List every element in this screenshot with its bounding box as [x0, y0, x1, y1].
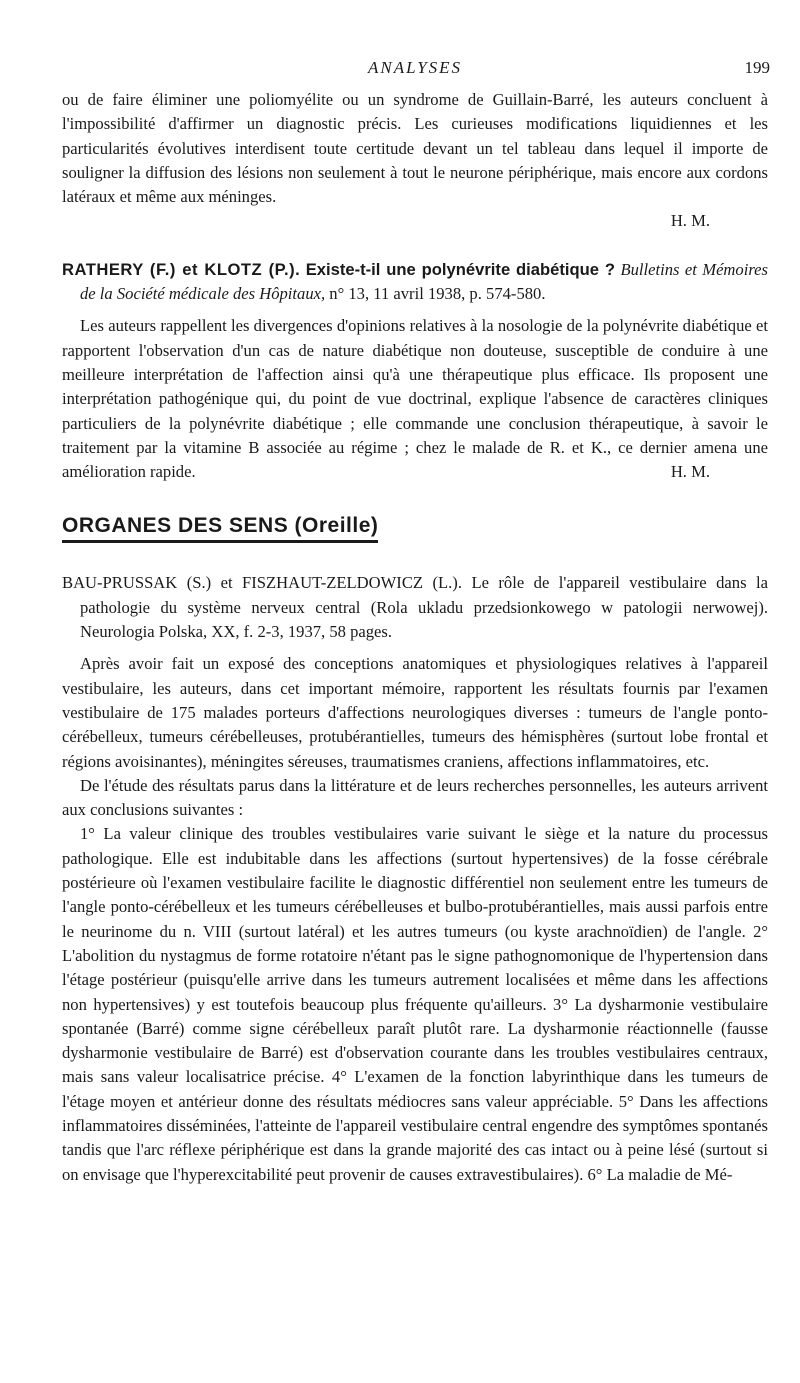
article2-reference: [62, 571, 768, 644]
article1-reference: [62, 258, 768, 307]
article1-details: n° 13, 11 avril 1938, p. 574-580.: [329, 284, 546, 304]
continuation-paragraph: [62, 88, 768, 209]
running-header: [62, 58, 768, 88]
article1-body-text: Les auteurs rappellent les divergences d'opinions relatives à la nosologie de la polynévrite diabétique et rapportent l'observation d'un cas de nature diabétique non douteuse, susceptible de conduire à une meilleure interprétation de l'affection ainsi qu'à une thérapeutique plus efficace. Ils proposent une interprétation pathogénique qui, du point de vue doctrinal, explique l'absence de caractères cliniques particuliers de la polynévrite diabétique ; elle commande une conclusion thérapeutique, à savoir le traitement par la vitamine B associée au régime ; chez le malade de R. et K., ce dernier amena une amélioration rapide.: [62, 316, 768, 482]
article2-paragraph-3: 1° La valeur clinique des troubles vestibulaires varie suivant le siège et la nature du processus pathologique. Elle est indubitable dans les affections (surtout hypertensives) de la fosse cérébrale postérieure où l'examen vestibulaire facilite le diagnostic différentiel non seulement entre les tumeurs de l'angle ponto-cérébelleux et les tumeurs cérébelleuses et bulbo-protubérantielles, mais aussi parfois entre le neurinome du n. VIII (surtout latéral) et les autres tumeurs (ou kyste arachnoïdien) de l'angle. 2° L'abolition du nystagmus de forme rotatoire n'étant pas le signe pathognomonique de l'hypertension dans l'étage postérieur (puisqu'elle arrive dans les tumeurs autrement localisées et même dans les affections non hypertensives) y est toutefois beaucoup plus fréquente qu'ailleurs. 3° La dysharmonie vestibulaire spontanée (Barré) comme signe cérébelleux paraît plutôt rare. La dysharmonie réactionnelle (fausse dysharmonie vestibulaire de Barré) est d'observation courante dans les troubles vestibulaires centraux, mais sans valeur localisatrice précise. 4° L'examen de la fonction labyrinthique dans les tumeurs de l'étage moyen et antérieur donne des résultats médiocres sans valeur appréciable. 5° Dans les affections inflammatoires disséminées, l'atteinte de l'appareil vestibulaire central engendre des symptômes spontanés tandis que l'arc réflexe périphérique est dans la grande majorité des cas intact ou à peine lésé (surtout si on envisage que l'hyperexcitabilité peut provenir de causes extravestibulaires). 6° La maladie de Mé-: [62, 824, 768, 1184]
article2-title: Le rôle de l'appareil vestibulaire dans la pathologie du système nerveux central: [80, 573, 768, 617]
section-heading: ORGANES DES SENS (Oreille): [62, 514, 378, 543]
page-number: 199: [744, 58, 770, 77]
running-title: ANALYSES: [367, 58, 463, 77]
article2-subtitle: (Rola ukladu przedsionkowego w patologii nerwowej).: [370, 597, 768, 617]
article1-journal: Bulletins et Mémoires de la Société médicale des Hôpitaux,: [80, 259, 768, 304]
article2-details: XX, f. 2-3, 1937, 58 pages.: [211, 622, 393, 642]
article1-title: Existe-t-il une polynévrite diabétique ?: [305, 259, 616, 279]
article2-paragraph-2: De l'étude des résultats parus dans la littérature et de leurs recherches personnelles, les auteurs arrivent aux conclusions suivantes :: [62, 775, 768, 820]
article2-paragraph-1: Après avoir fait un exposé des conceptions anatomiques et physiologiques relatives à l'appareil vestibulaire, les auteurs, dans cet important mémoire, rapportent les résultats fournis par l'examen vestibulaire de 175 malades porteurs d'affections neurologiques diverses : tumeurs de l'angle ponto-cérébelleux, tumeurs cérébelleuses, protubérantielles, tumeurs des hémisphères (surtout lobe frontal et régions avoisinantes), méningites séreuses, traumatismes craniens, affections inflammatoires, etc.: [62, 654, 768, 771]
article1-body: [62, 314, 768, 484]
article1-authors: RATHERY (F.) et KLOTZ (P.).: [62, 259, 301, 279]
article2-journal: Neurologia Polska,: [80, 622, 208, 642]
continuation-text: ou de faire éliminer une poliomyélite ou un syndrome de Guillain-Barré, les auteurs concluent à l'impossibilité d'affirmer un diagnostic précis. Les curieuses modifications liquidiennes et les particularités évolutives interdisent toute certitude devant un tel tableau dans lequel il importe de souligner la diffusion des lésions non seulement à tout le neurone périphérique, mais encore aux cordons latéraux et même aux méninges.: [62, 90, 768, 207]
article1-signature: H. M.: [670, 462, 710, 482]
continuation-signature: H. M.: [670, 211, 710, 231]
article2-authors: BAU-PRUSSAK (S.) et FISZHAUT-ZELDOWICZ (L.).: [62, 573, 462, 593]
document-page: [62, 58, 768, 1187]
